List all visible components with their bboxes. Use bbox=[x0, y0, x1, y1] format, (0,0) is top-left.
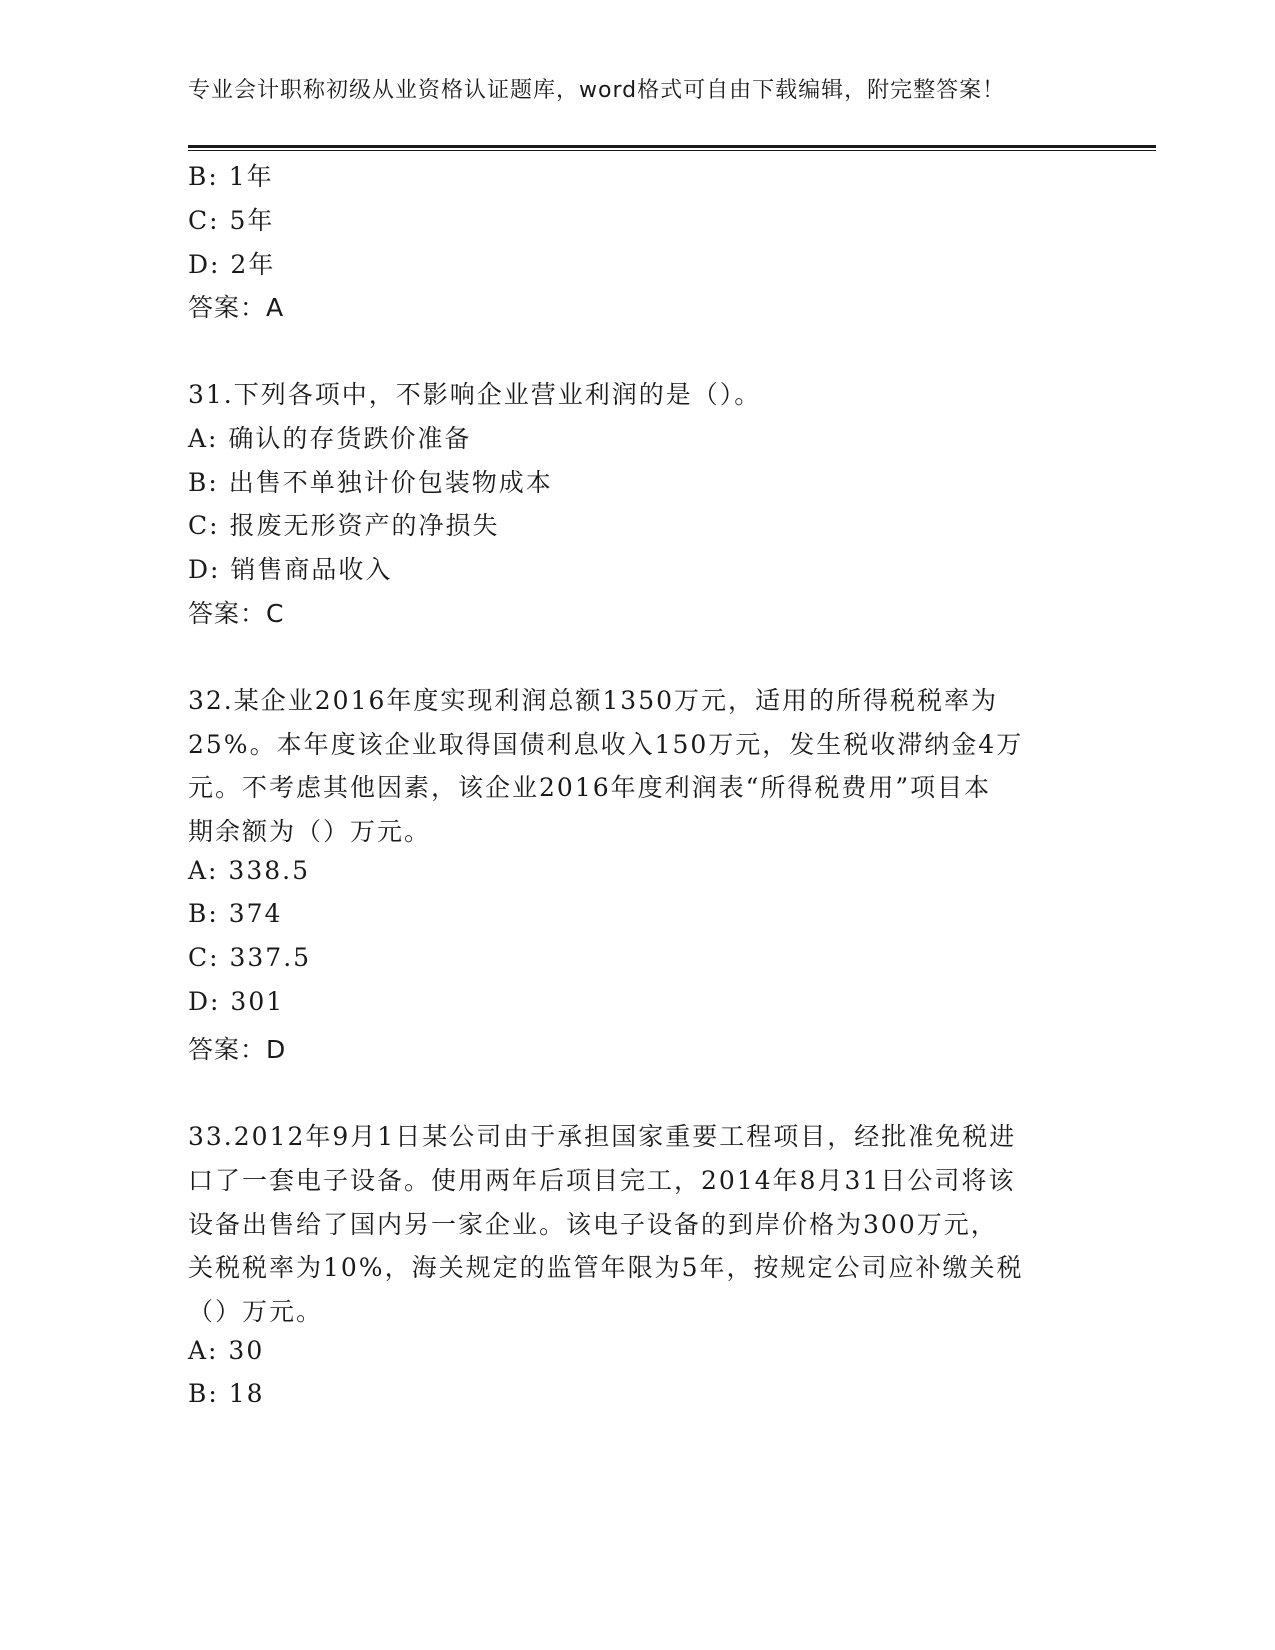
option-d: D: 301 bbox=[188, 987, 285, 1016]
answer-label: 答案：A bbox=[188, 293, 285, 322]
question-33-stem-line-2: 口了一套电子设备。使用两年后项目完工，2014年8月31日公司将该 bbox=[188, 1166, 1016, 1195]
question-33-stem-line-1: 33.2012年9月1日某公司由于承担国家重要工程项目，经批准免税进 bbox=[188, 1122, 1017, 1151]
option-d: D: 销售商品收入 bbox=[188, 555, 393, 584]
question-32-stem-line-4: 期余额为（）万元。 bbox=[188, 817, 432, 846]
option-d: D: 2年 bbox=[188, 250, 276, 279]
option-a: A: 338.5 bbox=[188, 856, 310, 885]
answer-label: 答案：D bbox=[188, 1035, 287, 1064]
option-b: B: 出售不单独计价包装物成本 bbox=[188, 468, 553, 497]
question-32-stem-line-3: 元。不考虑其他因素，该企业2016年度利润表“所得税费用”项目本 bbox=[188, 773, 992, 802]
option-b: B: 374 bbox=[188, 899, 283, 928]
option-c: C: 5年 bbox=[188, 206, 275, 235]
option-a: A: 确认的存货跌价准备 bbox=[188, 424, 472, 453]
option-b: B: 18 bbox=[188, 1379, 265, 1408]
header-rule-thin bbox=[188, 150, 1156, 151]
answer-label: 答案：C bbox=[188, 599, 285, 628]
option-b: B: 1年 bbox=[188, 162, 274, 191]
question-33-stem-line-4: 关税税率为10%，海关规定的监管年限为5年，按规定公司应补缴关税 bbox=[188, 1253, 1024, 1282]
question-33-stem-line-5: （）万元。 bbox=[188, 1297, 324, 1326]
question-32-stem-line-1: 32.某企业2016年度实现利润总额1350万元，适用的所得税税率为 bbox=[188, 686, 999, 715]
option-a: A: 30 bbox=[188, 1336, 265, 1365]
option-c: C: 337.5 bbox=[188, 943, 312, 972]
header-rule-thick bbox=[188, 145, 1156, 148]
question-32-stem-line-2: 25%。本年度该企业取得国债利息收入150万元，发生税收滞纳金4万 bbox=[188, 730, 1024, 759]
question-33-stem-line-3: 设备出售给了国内另一家企业。该电子设备的到岸价格为300万元， bbox=[188, 1210, 998, 1239]
question-31-stem: 31.下列各项中，不影响企业营业利润的是（）。 bbox=[188, 380, 762, 409]
option-c: C: 报废无形资产的净损失 bbox=[188, 511, 500, 540]
page-header: 专业会计职称初级从业资格认证题库，word格式可自由下载编辑，附完整答案！ bbox=[188, 78, 1006, 103]
